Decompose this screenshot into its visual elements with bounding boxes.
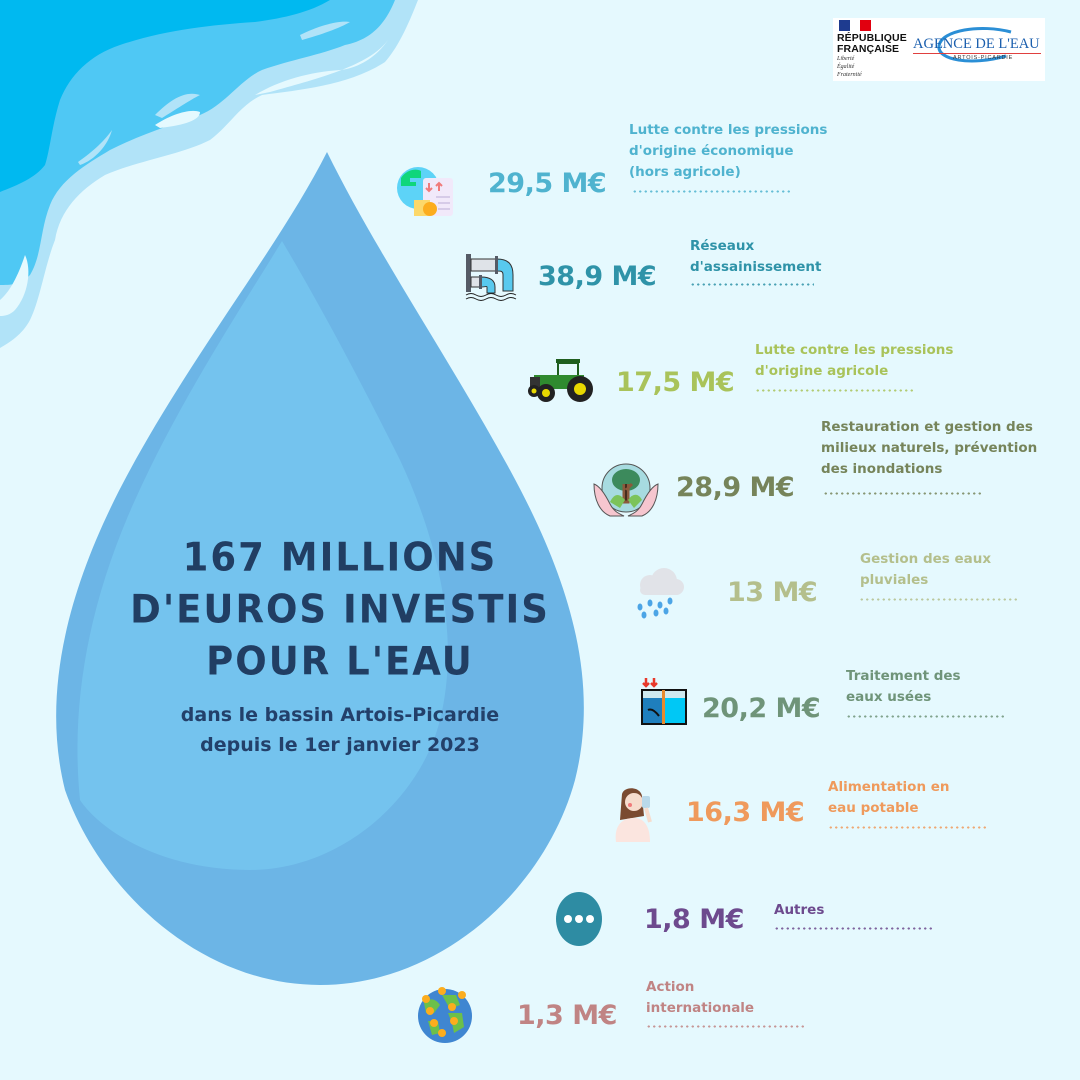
label-line: pluviales [860,572,929,588]
dotted-separator [828,826,988,829]
label-line: Restauration et gestion des [821,419,1033,435]
label-nature [821,417,1037,480]
tractor-icon [526,357,594,403]
motto-liberte: Liberté [837,56,855,62]
dotted-separator [690,283,814,286]
label-line: milieux naturels, prévention [821,440,1038,456]
water-treatment-icon [640,676,690,726]
label-stormwater [860,549,991,591]
label-wastewater [846,666,961,708]
label-line: (hors agricole) [629,164,741,180]
republique-line2: FRANÇAISE [837,43,900,55]
label-line: eaux usées [846,689,932,705]
label-line: eau potable [828,800,919,816]
agence-rule [913,53,1041,54]
more-dots-icon [552,892,606,946]
amount-agricultural: 17,5 M€ [616,367,735,398]
label-line: Gestion des eaux [860,551,992,567]
label-line: Alimentation en [828,779,950,795]
amount-drinking-water: 16,3 M€ [686,797,805,828]
amount-economic: 29,5 M€ [488,168,607,199]
amount-international: 1,3 M€ [517,1000,617,1031]
headline-line-1: 167 MILLIONS [182,534,498,581]
dotted-separator [823,492,983,495]
nature-hands-icon [590,462,662,518]
dotted-separator [774,927,934,930]
rain-cloud-icon [630,567,686,619]
dotted-separator [755,389,915,392]
label-international [646,977,754,1019]
dotted-separator [846,715,1006,718]
agence-region: ARTOIS-PICARDIE [953,55,1014,61]
headline-line-2: D'EUROS INVESTIS [130,586,550,633]
amount-sewer: 38,9 M€ [538,261,657,292]
subtitle-line-2: depuis le 1er janvier 2023 [200,734,480,756]
label-others [774,900,824,921]
drinking-water-icon [610,786,662,844]
republique-line1: RÉPUBLIQUE [837,32,907,44]
headline-block [100,532,580,760]
label-economic [629,120,827,183]
amount-stormwater: 13 M€ [727,577,818,608]
motto-egalite: Égalité [837,64,855,70]
world-map-icon [412,983,478,1047]
french-flag-icon [839,20,871,31]
label-line: d'origine agricole [755,363,889,379]
label-drinking-water [828,777,950,819]
label-sewer [690,236,821,278]
dotted-separator [632,190,792,193]
label-line: Autres [774,902,825,918]
label-line: des inondations [821,461,943,477]
economy-globe-icon [396,166,456,218]
label-line: Réseaux [690,238,755,254]
agence-de-leau-logo [911,26,1043,70]
label-line: d'origine économique [629,143,794,159]
label-line: d'assainissement [690,259,822,275]
label-line: Lutte contre les pressions [629,122,828,138]
amount-wastewater: 20,2 M€ [702,693,821,724]
label-agricultural [755,340,953,382]
sewer-pipes-icon [465,253,517,303]
agence-name: AGENCE DE L'EAU [913,36,1040,52]
label-line: Action [646,979,695,995]
subtitle-line-1: dans le bassin Artois-Picardie [180,704,500,726]
dotted-separator [646,1025,806,1028]
partner-logos [833,18,1045,81]
label-line: internationale [646,1000,755,1016]
label-line: Traitement des [846,668,961,684]
amount-others: 1,8 M€ [644,904,744,935]
label-line: Lutte contre les pressions [755,342,954,358]
headline-line-3: POUR L'EAU [206,638,474,685]
republique-francaise-logo [837,20,907,79]
dotted-separator [859,598,1019,601]
motto-fraternite: Fraternité [837,72,862,78]
amount-nature: 28,9 M€ [676,472,795,503]
